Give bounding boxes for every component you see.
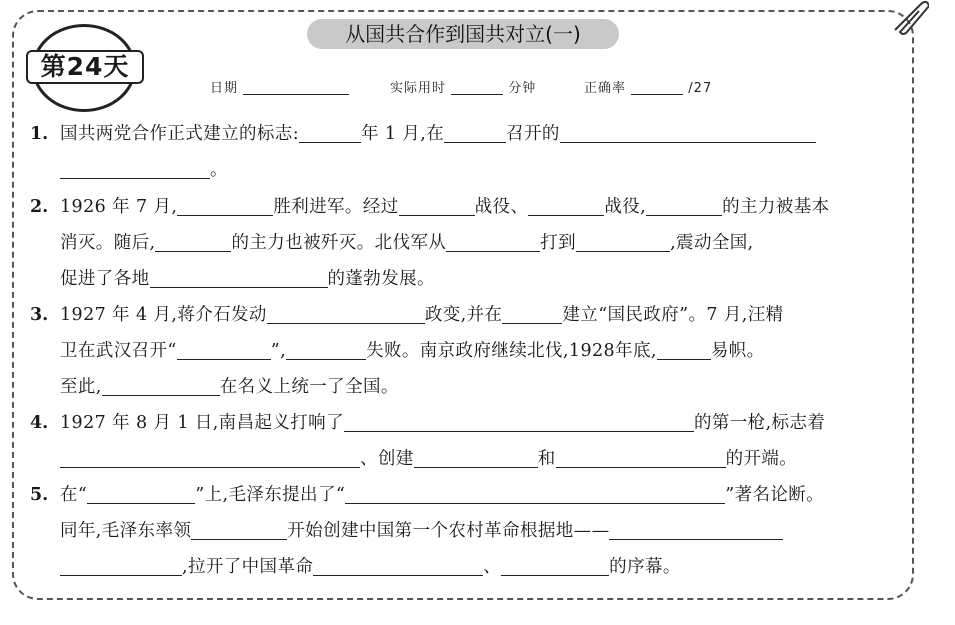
q5-text: ”上,毛泽东提出了“ (195, 485, 346, 505)
q1-text: 国共两党合作正式建立的标志: (60, 124, 299, 144)
q3-text: 卫在武汉召开“ (60, 341, 177, 361)
answer-blank[interactable] (501, 555, 609, 576)
q1-text: 。 (210, 160, 228, 180)
question-number-2: 2. (30, 197, 49, 217)
q5-line-3 (60, 553, 681, 581)
q3-text: ”, (270, 341, 287, 361)
answer-blank[interactable] (399, 195, 475, 216)
q1-line-1 (60, 120, 816, 148)
day-badge (26, 24, 146, 112)
q3-text: 在名义上统一了全国。 (219, 377, 399, 397)
answer-blank[interactable] (286, 339, 366, 360)
q5-text: 、 (483, 557, 502, 577)
answer-blank[interactable] (155, 231, 231, 252)
answer-blank[interactable] (150, 267, 328, 288)
time-label: 实际用时 (390, 81, 447, 96)
answer-blank[interactable] (657, 339, 711, 360)
answer-blank[interactable] (528, 195, 604, 216)
answer-blank[interactable] (267, 303, 425, 324)
time-unit: 分钟 (508, 81, 537, 96)
answer-blank[interactable] (502, 303, 562, 324)
answer-blank[interactable] (556, 447, 726, 468)
answer-blank[interactable] (102, 375, 220, 396)
q5-line-1 (60, 481, 824, 509)
q5-text: ,拉开了中国革命 (182, 557, 314, 577)
answer-blank[interactable] (609, 519, 783, 540)
q1-line-2 (60, 156, 228, 184)
answer-blank[interactable] (177, 195, 273, 216)
q2-text: 战役, (604, 197, 647, 217)
q2-text: 的主力也被歼灭。北伐军从 (231, 233, 447, 253)
answer-blank[interactable] (344, 411, 694, 432)
paperclip-icon (891, 0, 929, 36)
badge-label: 第24天 (26, 50, 144, 84)
q4-text: 和 (537, 449, 556, 469)
q2-text: 的蓬勃发展。 (327, 269, 435, 289)
q3-line-2 (60, 337, 765, 365)
answer-blank[interactable] (576, 231, 670, 252)
answer-blank[interactable] (345, 483, 725, 504)
question-number-5: 5. (30, 485, 49, 505)
q4-text: 的第一枪,标志着 (693, 413, 826, 433)
answer-blank[interactable] (177, 339, 271, 360)
answer-blank[interactable] (60, 555, 182, 576)
q2-text: 的主力被基本 (722, 197, 830, 217)
accuracy-blank[interactable] (631, 80, 683, 95)
q5-text: 的序幕。 (609, 557, 681, 577)
answer-blank[interactable] (60, 158, 210, 179)
accuracy-field (584, 77, 712, 96)
q5-text: 同年,毛泽东率领 (60, 521, 192, 541)
q2-text: 战役、 (474, 197, 529, 217)
date-field (210, 77, 349, 96)
question-number-3: 3. (30, 305, 49, 325)
answer-blank[interactable] (560, 122, 816, 143)
q5-text: 开始创建中国第一个农村革命根据地—— (287, 521, 610, 541)
answer-blank[interactable] (446, 231, 540, 252)
answer-blank[interactable] (313, 555, 483, 576)
answer-blank[interactable] (191, 519, 287, 540)
answer-blank[interactable] (414, 447, 538, 468)
q1-text: 召开的 (506, 124, 560, 144)
q2-text: 胜利进军。经过 (273, 197, 399, 217)
answer-blank[interactable] (299, 122, 361, 143)
q4-text: 1927 年 8 月 1 日,南昌起义打响了 (60, 413, 344, 433)
q3-text: 失败。南京政府继续北伐,1928年底, (366, 341, 657, 361)
accuracy-label: 正确率 (584, 81, 627, 96)
q3-line-3 (60, 373, 399, 401)
q5-line-2 (60, 517, 783, 545)
time-field (390, 77, 536, 96)
q3-text: 建立“国民政府”。7 月,汪精 (562, 305, 784, 325)
q2-text: 1926 年 7 月, (60, 197, 178, 217)
q3-line-1 (60, 301, 784, 329)
q3-text: 1927 年 4 月,蒋介石发动 (60, 305, 267, 325)
q5-text: ”著名论断。 (725, 485, 825, 505)
q3-text: 至此, (60, 377, 102, 397)
q2-line-3 (60, 265, 435, 293)
answer-blank[interactable] (87, 483, 195, 504)
q3-text: 易帜。 (710, 341, 765, 361)
date-label: 日期 (210, 81, 239, 96)
answer-blank[interactable] (60, 447, 360, 468)
page-title: 从国共合作到国共对立(一) (307, 19, 619, 49)
q2-text: 消灭。随后, (60, 233, 156, 253)
answer-blank[interactable] (444, 122, 506, 143)
q1-text: 年 1 月,在 (361, 124, 445, 144)
question-number-1: 1. (30, 124, 49, 144)
time-blank[interactable] (451, 80, 503, 95)
q2-text: 促进了各地 (60, 269, 150, 289)
q2-line-2 (60, 229, 754, 257)
accuracy-total: /27 (688, 81, 713, 96)
question-number-4: 4. (30, 413, 49, 433)
q5-text: 在“ (60, 485, 88, 505)
q2-text: 打到 (540, 233, 577, 253)
q2-text: ,震动全国, (670, 233, 754, 253)
answer-blank[interactable] (646, 195, 722, 216)
q4-text: 、创建 (360, 449, 414, 469)
date-blank[interactable] (243, 80, 349, 95)
q4-line-2 (60, 445, 797, 473)
q2-line-1 (60, 193, 830, 221)
q3-text: 政变,并在 (424, 305, 503, 325)
q4-text: 的开端。 (725, 449, 798, 469)
q4-line-1 (60, 409, 825, 437)
